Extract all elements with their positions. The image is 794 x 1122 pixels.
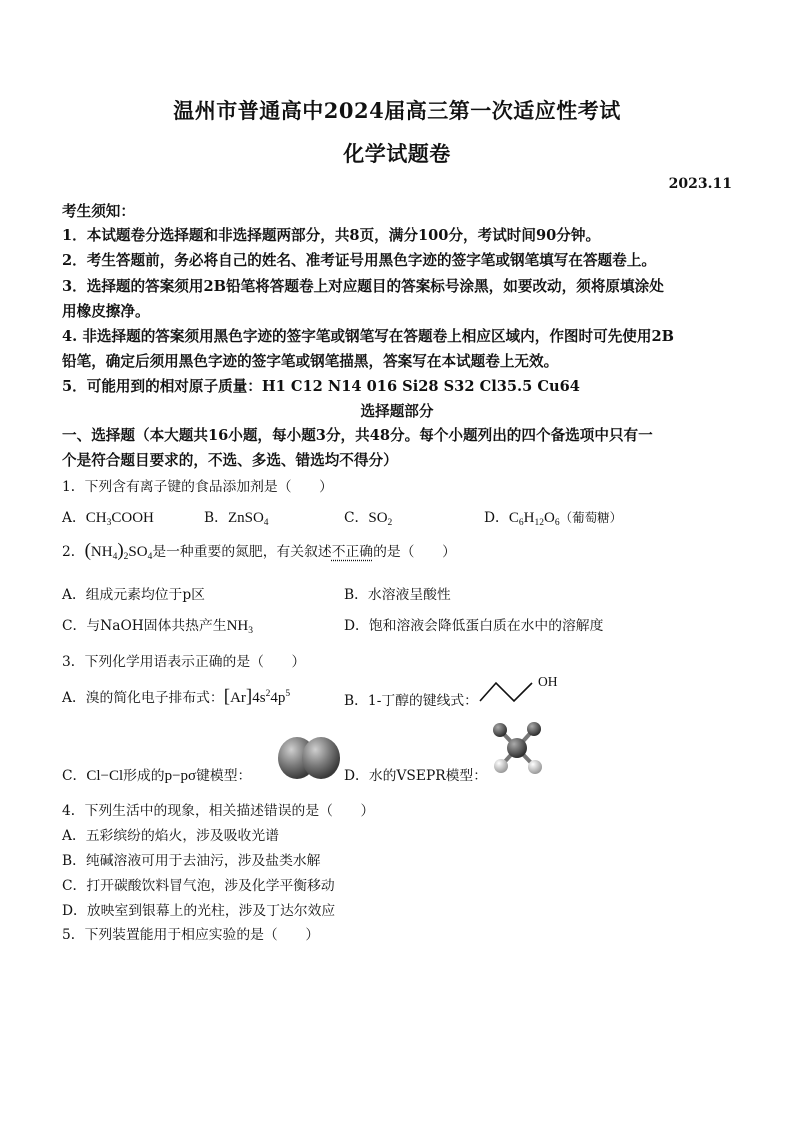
lone-pair-ball-2 — [527, 722, 541, 736]
q4-stem: 4．下列生活中的现象，相关描述错误的是（ ） — [62, 803, 375, 819]
butanol-carbon-chain — [480, 683, 532, 701]
q5-stem: 5．下列装置能用于相应实验的是（ ） — [62, 927, 320, 943]
notice-item-3-cont: 用橡皮擦净。 — [62, 303, 150, 320]
q2-option-d: D．饱和溶液会降低蛋白质在水中的溶解度 — [344, 618, 604, 634]
orbital-lobe-right — [302, 737, 340, 779]
q4-option-b: B．纯碱溶液可用于去油污，涉及盐类水解 — [62, 853, 321, 869]
q1-stem: 1．下列含有离子键的食品添加剂是（ ） — [62, 479, 333, 495]
oxygen-ball — [507, 738, 527, 758]
q2-option-b: B．水溶液呈酸性 — [344, 587, 451, 603]
q1-option-d: D．$C_6H_{12}O_6$（葡萄糖） — [484, 510, 623, 528]
water-vsepr-model — [488, 720, 546, 778]
q2-stem: 2．$(NH_4)_2SO_4$是一种重要的氮肥，有关叙述不正确的是（ ） — [62, 540, 456, 562]
q1-option-b: B．ZnSO$_4$ — [204, 510, 269, 528]
q2-option-a: A．组成元素均位于p区 — [62, 587, 205, 603]
section-instructions-line1: 一、选择题（本大题共16小题，每小题3分，共48分。每个小题列出的四个备选项中只有一 — [62, 427, 653, 444]
q2-option-c: C．与NaOH固体共热产生$NH_3$ — [62, 618, 253, 636]
notice-item-4: 4. 非选择题的答案须用黑色字迹的签字笔或钢笔写在答题卷上相应区域内，作图时可先使用2B — [62, 328, 674, 345]
section-instructions-line2: 个是符合题目要求的，不选、多选、错选均不得分） — [62, 452, 398, 469]
hydrogen-ball-2 — [528, 760, 542, 774]
q3-option-c: C．Cl−Cl形成的p−pσ键模型： — [62, 768, 252, 784]
exam-date: 2023.11 — [668, 176, 732, 192]
p-p-sigma-bond-model — [276, 734, 342, 782]
q1-option-a: A．$CH_3COOH$ — [62, 510, 154, 528]
q4-option-d: D．放映室到银幕上的光柱，涉及丁达尔效应 — [62, 903, 336, 919]
q4-option-a: A．五彩缤纷的焰火，涉及吸收光谱 — [62, 828, 279, 844]
exam-title: 温州市普通高中2024届高三第一次适应性考试 — [173, 98, 621, 123]
notice-item-3: 3．选择题的答案须用2B铅笔将答题卷上对应题目的答案标号涂黑，如要改动，须将原填涂处 — [62, 278, 664, 295]
notice-item-2: 2．考生答题前，务必将自己的姓名、准考证号用黑色字迹的签字笔或钢笔填写在答题卷上。 — [62, 252, 656, 269]
q3-option-a: A．溴的简化电子排布式：$[Ar]4s^24p^5$ — [62, 686, 291, 707]
exam-subtitle: 化学试题卷 — [343, 141, 451, 166]
hydrogen-ball-1 — [494, 759, 508, 773]
butanol-oh-label: OH — [538, 674, 558, 689]
q3-stem: 3．下列化学用语表示正确的是（ ） — [62, 654, 306, 670]
q3-option-d: D．水的VSEPR模型： — [344, 768, 488, 784]
section-title: 选择题部分 — [360, 403, 434, 420]
notice-item-4-cont: 铅笔，确定后须用黑色字迹的签字笔或钢笔描黑，答案写在本试题卷上无效。 — [62, 353, 559, 370]
q3-option-b: B．1-丁醇的键线式： — [344, 693, 478, 709]
notice-item-5: 5．可能用到的相对原子质量：H1 C12 N14 016 Si28 S32 Cl35.5 Cu64 — [62, 378, 580, 395]
notice-heading: 考生须知： — [62, 203, 135, 220]
lone-pair-ball-1 — [493, 723, 507, 737]
q4-option-c: C．打开碳酸饮料冒气泡，涉及化学平衡移动 — [62, 878, 335, 894]
notice-item-1: 1．本试题卷分选择题和非选择题两部分，共8页，满分100分，考试时间90分钟。 — [62, 227, 601, 244]
q1-option-c: C．$SO_2$ — [344, 510, 393, 528]
